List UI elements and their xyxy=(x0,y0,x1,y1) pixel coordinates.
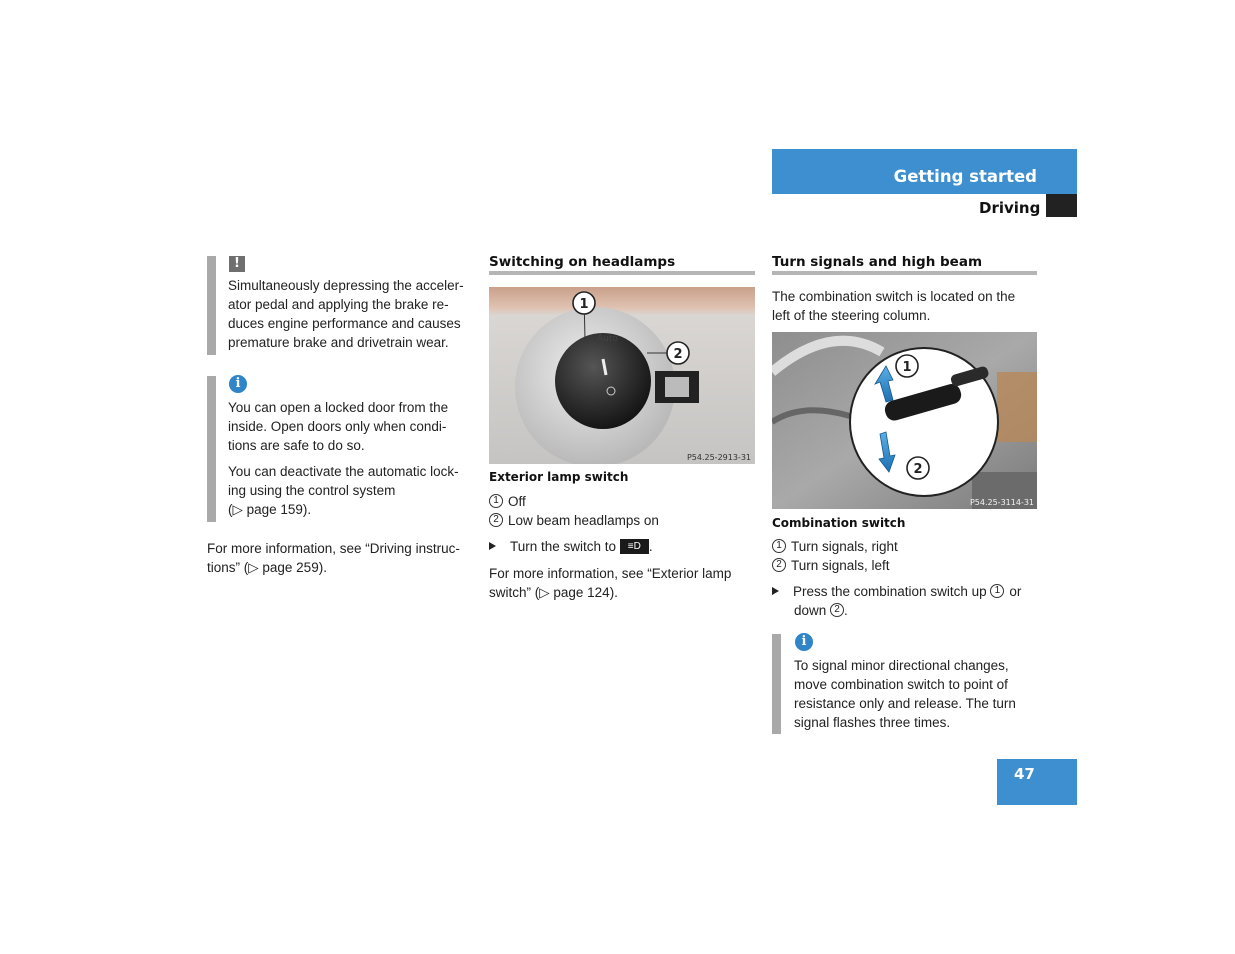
combination-switch-illustration xyxy=(772,332,1037,509)
text-line: tions are safe to do so. xyxy=(228,438,365,453)
text-line: inside. Open doors only when condi- xyxy=(228,419,447,434)
text-line: move combination switch to point of xyxy=(794,677,1008,692)
legend-item xyxy=(772,556,1042,575)
instruction-text: Turn the switch to xyxy=(510,539,617,554)
info-note-bar xyxy=(207,376,216,522)
instruction-step: Press the combination switch up 1 or down 2 . xyxy=(772,582,1042,620)
info-icon: i xyxy=(229,375,247,393)
callout-1-label: 1 xyxy=(902,360,912,375)
text-line: left of the steering column. xyxy=(772,308,931,323)
lamp-switch-caption: Exterior lamp switch xyxy=(489,470,629,484)
turn-signals-section-title: Turn signals and high beam xyxy=(772,254,983,270)
exterior-lamp-switch-image xyxy=(489,287,755,464)
text-line: You can open a locked door from the xyxy=(228,400,449,415)
legend-item xyxy=(489,511,759,530)
section-marker xyxy=(1046,194,1077,217)
page-number-box xyxy=(997,759,1077,805)
low-beam-symbol-icon: ≡D xyxy=(620,539,649,554)
headlamps-section-title: Switching on headlamps xyxy=(489,254,676,270)
text-line: duces engine performance and causes xyxy=(228,316,461,331)
text-line: For more information, see “Driving instruc- xyxy=(207,541,460,556)
instruction-step: Turn the switch to ≡D . xyxy=(489,537,759,556)
text-line: You can deactivate the automatic lock- xyxy=(228,464,459,479)
text-line: Simultaneously depressing the acceler- xyxy=(228,278,464,293)
chapter-header-bar xyxy=(772,149,1077,194)
image-reference-code: P54.25-3114-31 xyxy=(969,498,1034,507)
callout-1-label: 1 xyxy=(579,297,589,312)
text-line: For more information, see “Exterior lamp xyxy=(489,566,732,581)
inline-callout-1: 1 xyxy=(990,584,1004,598)
more-info-text xyxy=(207,539,482,577)
info-note-text xyxy=(228,398,478,519)
warning-note-bar xyxy=(207,256,216,355)
section-rule xyxy=(772,271,1037,275)
combination-switch-caption: Combination switch xyxy=(772,516,906,530)
legend-number: 2 xyxy=(489,513,503,527)
warning-note-text xyxy=(228,276,478,352)
section-title: Driving xyxy=(979,199,1041,217)
page-reference: (▷ page 159). xyxy=(228,502,312,517)
page-reference: switch” (▷ page 124). xyxy=(489,585,618,600)
legend-number: 1 xyxy=(772,539,786,553)
info-note-bar xyxy=(772,634,781,734)
warning-icon: ! xyxy=(229,256,245,272)
text-line: signal flashes three times. xyxy=(794,715,951,730)
inline-callout-2: 2 xyxy=(830,603,844,617)
step-arrow-icon xyxy=(489,542,496,550)
combination-switch-legend xyxy=(772,537,1042,620)
legend-number: 2 xyxy=(772,558,786,572)
text-line: To signal minor directional changes, xyxy=(794,658,1009,673)
legend-item xyxy=(772,537,1042,556)
section-rule xyxy=(489,271,755,275)
text-line: The combination switch is located on the xyxy=(772,289,1016,304)
turn-signals-intro xyxy=(772,287,1042,325)
combination-switch-image xyxy=(772,332,1037,509)
info-icon: i xyxy=(795,633,813,651)
lamp-switch-illustration xyxy=(489,287,755,464)
text-line: ing using the control system xyxy=(228,483,396,498)
text-line: premature brake and drivetrain wear. xyxy=(228,335,449,350)
auto-position-label: Auto xyxy=(597,334,618,344)
step-arrow-icon xyxy=(772,587,779,595)
legend-text: Turn signals, right xyxy=(791,539,898,554)
legend-number: 1 xyxy=(489,494,503,508)
info-note-text xyxy=(794,656,1039,732)
lamp-switch-legend xyxy=(489,492,759,602)
page-number: 47 xyxy=(1014,765,1035,783)
legend-text: Off xyxy=(508,494,526,509)
chapter-title: Getting started xyxy=(893,167,1037,186)
legend-text: Turn signals, left xyxy=(791,558,890,573)
image-reference-code: P54.25-2913-31 xyxy=(686,453,751,462)
legend-text: Low beam headlamps on xyxy=(508,513,659,528)
legend-item xyxy=(489,492,759,511)
page-reference: tions” (▷ page 259). xyxy=(207,560,327,575)
callout-2-label: 2 xyxy=(673,347,683,362)
text-line: resistance only and release. The turn xyxy=(794,696,1016,711)
callout-2-label: 2 xyxy=(913,462,923,477)
text-line: ator pedal and applying the brake re- xyxy=(228,297,449,312)
